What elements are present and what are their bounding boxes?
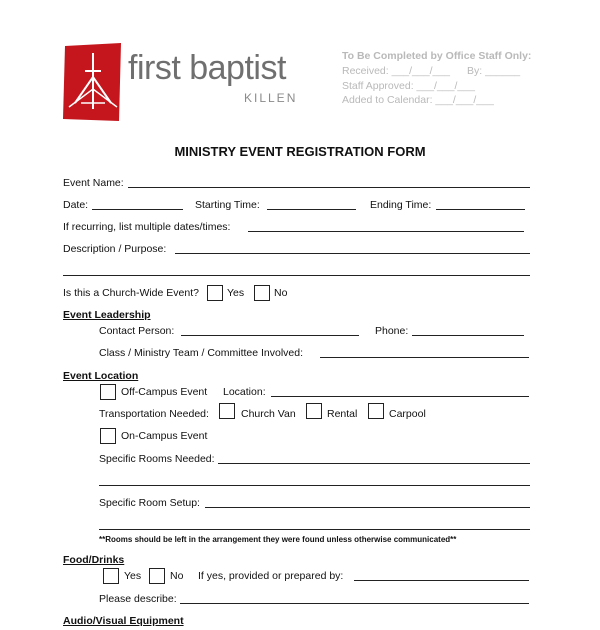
location-label: Location: — [223, 386, 266, 398]
food-no-checkbox[interactable] — [149, 568, 165, 584]
contact-person-label: Contact Person: — [99, 325, 175, 337]
food-drinks-heading: Food/Drinks — [63, 554, 125, 566]
specific-rooms-field-line-2[interactable] — [99, 485, 530, 486]
description-field[interactable] — [175, 253, 530, 254]
provided-by-label: If yes, provided or prepared by: — [198, 570, 344, 582]
phone-field[interactable] — [412, 335, 524, 336]
office-heading: To Be Completed by Office Staff Only: — [342, 50, 532, 62]
church-logo-icon — [63, 43, 123, 121]
off-campus-label: Off-Campus Event — [121, 386, 208, 398]
church-van-checkbox[interactable] — [219, 403, 235, 419]
describe-label: Please describe: — [99, 593, 177, 605]
class-ministry-field[interactable] — [320, 357, 529, 358]
date-field[interactable] — [92, 209, 183, 210]
phone-label: Phone: — [375, 325, 409, 337]
rooms-note: **Rooms should be left in the arrangement they were found unless otherwise communicated** — [99, 535, 457, 544]
contact-person-field[interactable] — [181, 335, 359, 336]
room-setup-label: Specific Room Setup: — [99, 497, 200, 509]
church-wide-yes-label: Yes — [227, 287, 245, 299]
church-wide-no-label: No — [274, 287, 288, 299]
audio-visual-heading: Audio/Visual Equipment — [63, 615, 184, 627]
rental-checkbox[interactable] — [306, 403, 322, 419]
date-label: Date: — [63, 199, 89, 211]
starting-time-field[interactable] — [267, 209, 356, 210]
off-campus-checkbox[interactable] — [100, 384, 116, 400]
church-wide-no-checkbox[interactable] — [254, 285, 270, 301]
description-field-line-2[interactable] — [63, 275, 530, 276]
location-field[interactable] — [271, 396, 529, 397]
provided-by-field[interactable] — [354, 580, 529, 581]
church-subtitle: KILLEN — [244, 91, 298, 105]
office-by: By: ______ — [467, 65, 521, 77]
church-name: first baptist — [128, 49, 286, 87]
food-yes-checkbox[interactable] — [103, 568, 119, 584]
event-name-label: Event Name: — [63, 177, 124, 189]
office-received: Received: ___/___/___ — [342, 65, 450, 77]
class-ministry-label: Class / Ministry Team / Committee Involved: — [99, 347, 304, 359]
on-campus-checkbox[interactable] — [100, 428, 116, 444]
starting-time-label: Starting Time: — [195, 199, 260, 211]
event-name-field[interactable] — [128, 187, 530, 188]
ending-time-field[interactable] — [436, 209, 525, 210]
rental-label: Rental — [327, 408, 358, 420]
recurring-label: If recurring, list multiple dates/times: — [63, 221, 231, 233]
church-wide-yes-checkbox[interactable] — [207, 285, 223, 301]
specific-rooms-label: Specific Rooms Needed: — [99, 453, 215, 465]
form-title: MINISTRY EVENT REGISTRATION FORM — [174, 144, 426, 159]
event-location-heading: Event Location — [63, 370, 139, 382]
description-label: Description / Purpose: — [63, 243, 167, 255]
event-leadership-heading: Event Leadership — [63, 309, 151, 321]
food-yes-label: Yes — [124, 570, 142, 582]
recurring-field[interactable] — [248, 231, 524, 232]
office-added-to-calendar: Added to Calendar: ___/___/___ — [342, 94, 494, 106]
room-setup-field[interactable] — [205, 507, 530, 508]
specific-rooms-field[interactable] — [218, 463, 530, 464]
church-wide-label: Is this a Church-Wide Event? — [63, 287, 199, 299]
on-campus-label: On-Campus Event — [121, 430, 208, 442]
food-no-label: No — [170, 570, 184, 582]
office-staff-approved: Staff Approved: ___/___/___ — [342, 80, 475, 92]
carpool-label: Carpool — [389, 408, 426, 420]
room-setup-field-line-2[interactable] — [99, 529, 530, 530]
church-van-label: Church Van — [241, 408, 296, 420]
transportation-label: Transportation Needed: — [99, 408, 209, 420]
ending-time-label: Ending Time: — [370, 199, 432, 211]
carpool-checkbox[interactable] — [368, 403, 384, 419]
describe-field[interactable] — [180, 603, 529, 604]
